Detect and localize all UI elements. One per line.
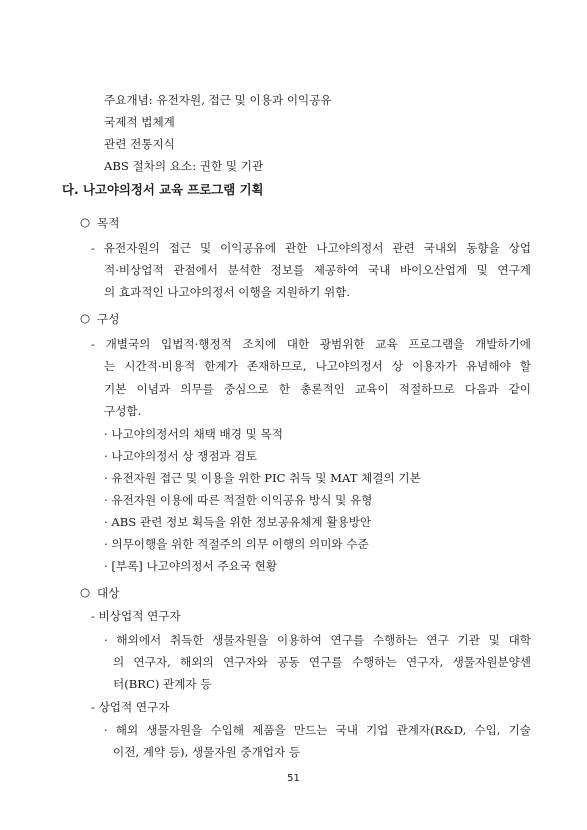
composition-label: 구성: [97, 312, 120, 326]
purpose-line: 의 효과적인 나고야의정서 이행을 지원하기 위함.: [104, 285, 351, 299]
commercial-line: 이전, 계약 등), 생물자원 중개업자 등: [113, 745, 301, 759]
composition-line: 구성함.: [104, 404, 142, 418]
purpose-label: 목적: [97, 216, 120, 230]
composition-line: 는 시간적·비용적 한계가 존재하므로, 나고야의정서 상 이용자가 유념해야 할: [104, 359, 531, 373]
composition-item: · ABS 관련 정보 획득을 위한 정보공유체계 활용방안: [104, 515, 372, 529]
intro-item: ABS 절차의 요소: 권한 및 기관: [104, 159, 264, 173]
composition-item: · [부록] 나고야의정서 주요국 현황: [104, 559, 278, 573]
commercial-line: · 해외 생물자원을 수입해 제품을 만드는 국내 기업 관계자(R&D, 수입, 기술: [104, 723, 531, 737]
intro-item: 국제적 법체계: [104, 115, 175, 129]
intro-item: 주요개념: 유전자원, 접근 및 이용과 이익공유: [104, 93, 332, 107]
commercial-label: - 상업적 연구자: [91, 700, 170, 714]
page-number: 51: [287, 773, 300, 784]
purpose-line: - 유전자원의 접근 및 이익공유에 관한 나고야의정서 관련 국내외 동향을 상업: [91, 241, 531, 255]
circle-bullet: ○: [80, 311, 91, 325]
section-title: 다. 나고야의정서 교육 프로그램 기획: [62, 182, 264, 197]
noncommercial-label: - 비상업적 연구자: [91, 609, 181, 623]
noncommercial-line: · 해외에서 취득한 생물자원을 이용하여 연구를 수행하는 연구 기관 및 대학: [104, 633, 531, 647]
purpose-line: 적·비상업적 관점에서 분석한 정보를 제공하여 국내 바이오산업계 및 연구계: [104, 263, 531, 277]
composition-item: · 의무이행을 위한 적절주의 의무 이행의 의미와 수준: [104, 537, 369, 551]
circle-bullet: ○: [80, 215, 91, 229]
composition-line: - 개별국의 입법적·행정적 조치에 대한 광범위한 교육 프로그램을 개발하기에: [91, 337, 531, 351]
noncommercial-line: 터(BRC) 관계자 등: [113, 677, 212, 691]
composition-line: 기본 이념과 의무를 중심으로 한 총론적인 교육이 적절하므로 다음과 같이: [104, 382, 531, 396]
composition-item: · 나고야의정서 상 쟁점과 검토: [104, 449, 257, 463]
target-label: 대상: [97, 586, 120, 600]
composition-item: · 유전자원 접근 및 이용을 위한 PIC 취득 및 MAT 체결의 기본: [104, 471, 421, 485]
circle-bullet: ○: [80, 585, 91, 599]
intro-item: 관련 전통지식: [104, 137, 175, 151]
composition-item: · 나고야의정서의 채택 배경 및 목적: [104, 427, 283, 441]
composition-item: · 유전자원 이용에 따른 적절한 이익공유 방식 및 유형: [104, 493, 373, 507]
noncommercial-line: 의 연구자, 해외의 연구자와 공동 연구를 수행하는 연구자, 생물자원분양센: [113, 655, 531, 669]
